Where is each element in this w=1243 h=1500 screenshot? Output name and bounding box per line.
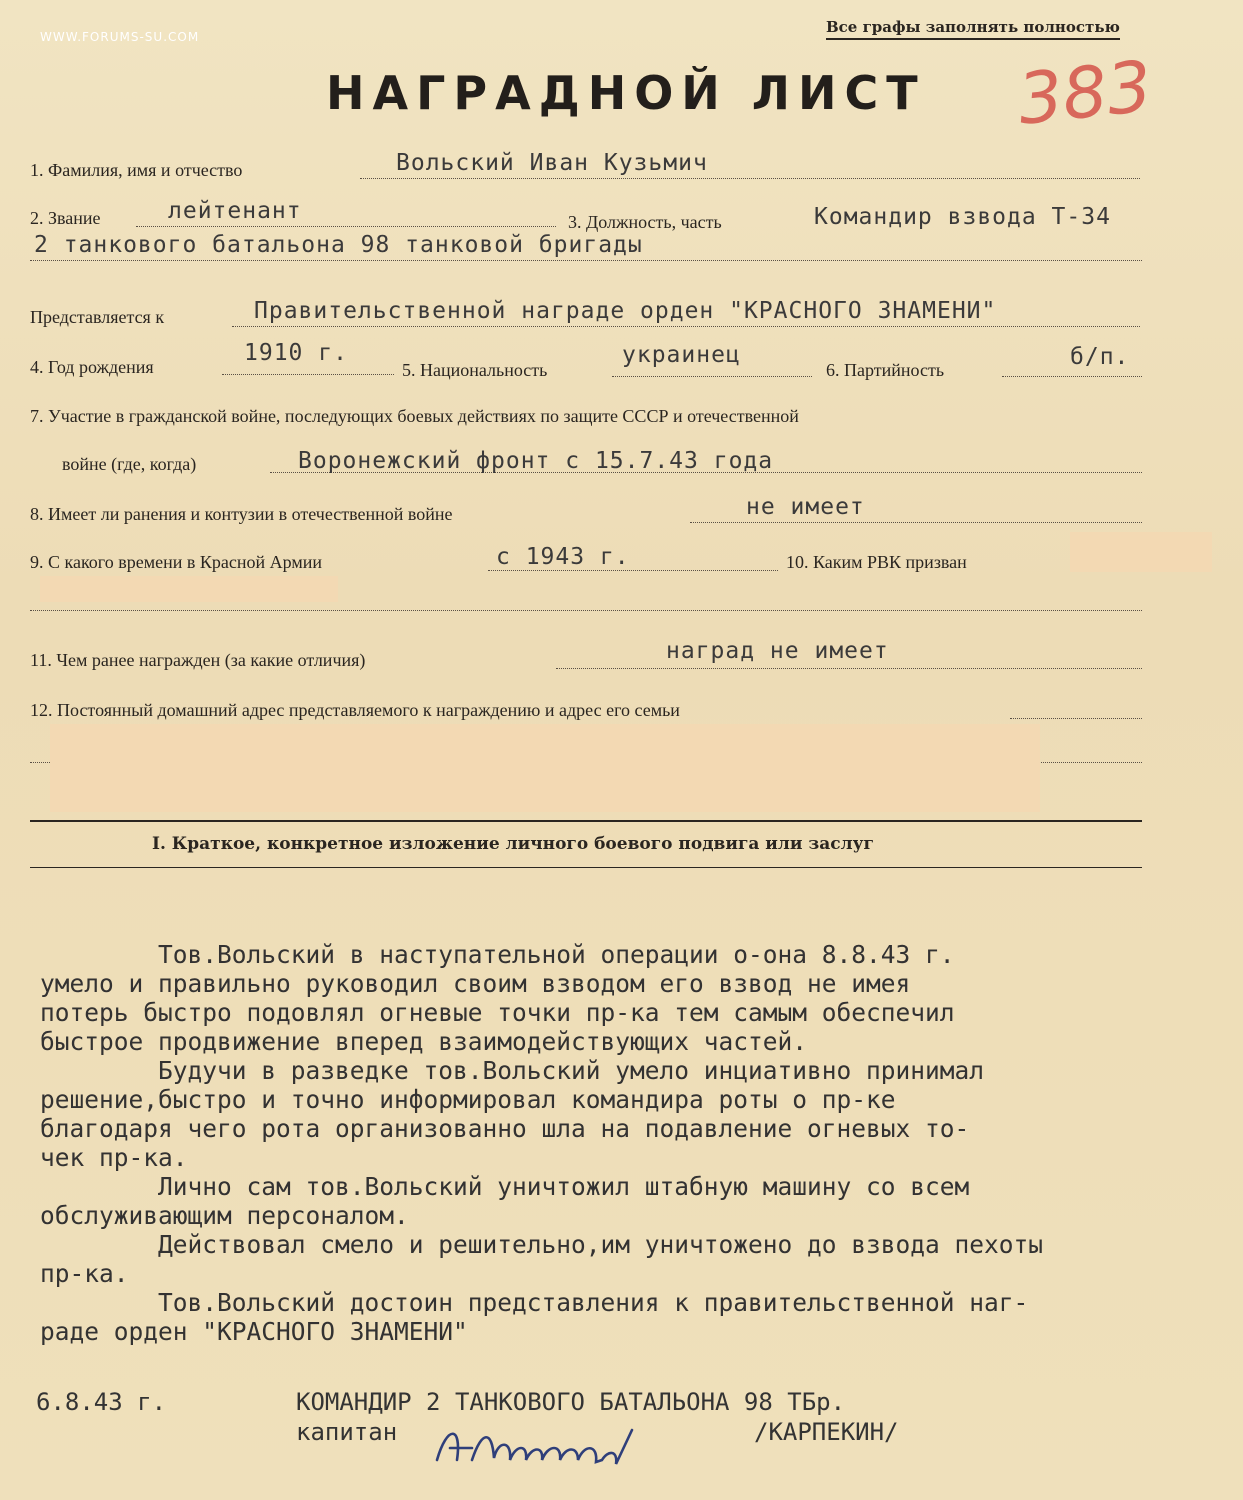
field-6-value: б/п. <box>1070 344 1130 370</box>
field-8-label: 8. Имеет ли ранения и контузии в отечественной войне <box>30 504 453 524</box>
signature-rank: капитан <box>296 1418 398 1446</box>
field-5-label: 5. Национальность <box>402 360 548 380</box>
field-6-label: 6. Партийность <box>826 360 945 380</box>
field-7-label-cont: войне (где, когда) <box>62 454 197 474</box>
field-3-value: Командир взвода Т-34 <box>814 204 1111 230</box>
signature-date: 6.8.43 г. <box>36 1388 167 1416</box>
field-1-line <box>360 178 1140 179</box>
field-11-value: наград не имеет <box>666 638 889 664</box>
field-10-line <box>30 610 1142 611</box>
field-12-line <box>1010 718 1142 719</box>
redaction-block <box>50 724 1040 812</box>
presented-line <box>232 326 1140 327</box>
field-5-value: украинец <box>622 342 741 368</box>
field-2-label: 2. Звание <box>30 208 101 228</box>
field-9-line <box>488 570 778 571</box>
field-7-label: 7. Участие в гражданской войне, последующих боевых действиях по защите СССР и отечественной <box>30 406 799 426</box>
field-11-line <box>556 668 1142 669</box>
field-4-line <box>222 374 394 375</box>
field-10-label: 10. Каким РВК призван <box>786 552 967 572</box>
signature-role: КОМАНДИР 2 ТАНКОВОГО БАТАЛЬОНА 98 ТБр. <box>296 1388 846 1416</box>
field-7-value: Воронежский фронт с 15.7.43 года <box>298 448 774 474</box>
field-8-line <box>690 522 1142 523</box>
field-9-label: 9. С какого времени в Красной Армии <box>30 552 322 572</box>
presented-label: Представляется к <box>30 307 165 327</box>
field-12-label: 12. Постоянный домашний адрес представляемого к награждению и адрес его семьи <box>30 700 680 720</box>
field-11-label: 11. Чем ранее награжден (за какие отличия) <box>30 650 366 670</box>
red-pencil-number: 383 <box>1014 45 1156 141</box>
field-3-value-cont: 2 танкового батальона 98 танковой бригады <box>34 232 643 258</box>
section-title: I. Краткое, конкретное изложение личного боевого подвига или заслуг <box>152 834 874 854</box>
signature-name: /КАРПЕКИН/ <box>754 1418 899 1446</box>
field-2-value: лейтенант <box>168 198 302 224</box>
narrative-text: Тов.Вольский в наступательной операции о-она 8.8.43 г. умело и правильно руководил своим взводом его взвод не имея потерь быстро подовлял огневые точки пр-ка тем самым обеспечил быстрое продвижение вперед взаимодействующих частей. Будучи в разведке тов.Вольский умело инциативно принимал решение,быстро и точно информировал командира роты о пр-ке благодаря чего рота организованно шла на подавление огневых то- чек пр-ка. Лично сам тов.Вольский уничтожил штабную машину со всем обслуживающим персоналом. Действовал смело и решительно,им уничтожено до взвода пехоты пр-ка. Тов.Вольский достоин представления к правительственной наг- раде орден "КРАСНОГО ЗНАМЕНИ" <box>40 940 1044 1346</box>
field-1-value: Вольский Иван Кузьмич <box>396 150 708 176</box>
section-rule-bottom <box>30 867 1142 868</box>
fill-notice: Все графы заполнять полностью <box>826 18 1120 40</box>
field-2-line <box>136 226 556 227</box>
redaction-block <box>40 576 338 602</box>
field-9-value: с 1943 г. <box>496 544 630 570</box>
redaction-block <box>1070 532 1212 572</box>
field-1-label: 1. Фамилия, имя и отчество <box>30 160 243 180</box>
document-title: НАГРАДНОЙ ЛИСТ <box>326 66 926 120</box>
field-4-value: 1910 г. <box>244 340 348 366</box>
section-rule-top <box>30 820 1142 822</box>
handwritten-signature <box>432 1420 642 1480</box>
watermark: WWW.FORUMS-SU.COM <box>40 30 200 44</box>
field-4-label: 4. Год рождения <box>30 357 154 377</box>
field-3-line <box>30 260 1142 261</box>
field-5-line <box>612 376 812 377</box>
field-6-line <box>1002 376 1142 377</box>
field-3-label: 3. Должность, часть <box>568 212 722 232</box>
presented-value: Правительственной награде орден "КРАСНОГО ЗНАМЕНИ" <box>254 298 997 324</box>
field-8-value: не имеет <box>746 494 865 520</box>
